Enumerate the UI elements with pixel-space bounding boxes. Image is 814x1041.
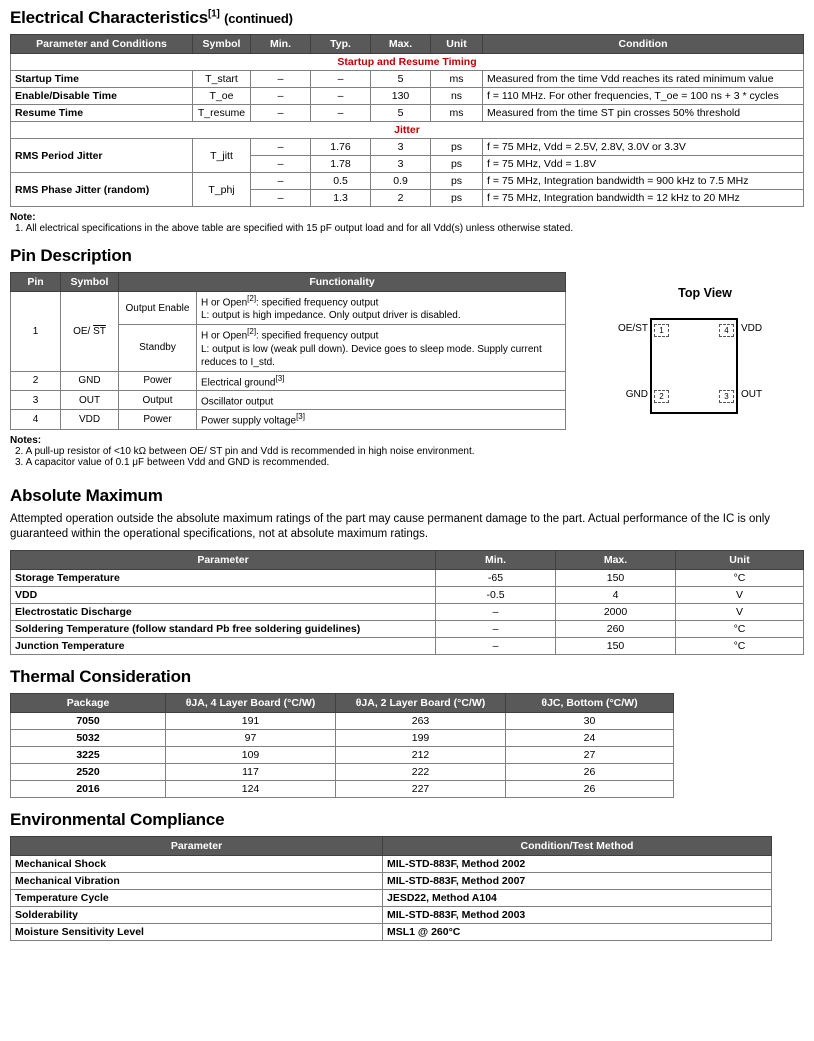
cell-functionality xyxy=(197,292,566,325)
table-row xyxy=(11,620,804,637)
col-condition-test-method: Condition/Test Method xyxy=(383,836,772,855)
func-line1-a: H or Open xyxy=(201,297,248,309)
cell-max: 2000 xyxy=(556,603,676,620)
table-row xyxy=(11,173,804,190)
cell-parameter: RMS Phase Jitter (random) xyxy=(11,173,193,207)
cell-parameter: Storage Temperature xyxy=(11,569,436,586)
cell-typ: 0.5 xyxy=(311,173,371,190)
cell-min: – xyxy=(436,603,556,620)
pad-2: 2 xyxy=(654,390,669,403)
cell-method: MIL-STD-883F, Method 2003 xyxy=(383,906,772,923)
cell-min: – xyxy=(251,71,311,88)
electrical-note-heading: Note: xyxy=(10,212,36,223)
table-header-row xyxy=(11,693,674,712)
symbol-st-overline: $\overline{ST}$ xyxy=(93,325,106,337)
symbol-oe-text: OE/ xyxy=(73,325,94,337)
cell-symbol: VDD xyxy=(61,410,119,429)
cell-unit: V xyxy=(676,603,804,620)
func-line1-b: : specified frequency output xyxy=(256,330,379,342)
col-parameter: Parameter and Conditions xyxy=(11,35,193,54)
cell-unit: ps xyxy=(431,190,483,207)
cell-symbol: T_jitt xyxy=(193,139,251,173)
func-text: Oscillator output xyxy=(201,396,274,408)
electrical-title-footnote: [1] xyxy=(207,8,220,20)
pad-1: 1 xyxy=(654,324,669,337)
cell-mode-standby: Standby xyxy=(119,325,197,371)
cell-ja4: 109 xyxy=(166,746,336,763)
cell-functionality xyxy=(197,390,566,409)
col-package: Package xyxy=(11,693,166,712)
pin-description-table xyxy=(10,272,566,430)
cell-max: 130 xyxy=(371,88,431,105)
cell-symbol: GND xyxy=(61,371,119,390)
col-max: Max. xyxy=(556,550,676,569)
table-row xyxy=(11,780,674,797)
cell-parameter: Mechanical Vibration xyxy=(11,872,383,889)
cell-condition: f = 110 MHz. For other frequencies, T_oe = 100 ns + 3 * cycles xyxy=(483,88,804,105)
cell-typ: 1.3 xyxy=(311,190,371,207)
cell-max: 150 xyxy=(556,569,676,586)
table-row xyxy=(11,889,772,906)
col-unit: Unit xyxy=(431,35,483,54)
cell-package: 3225 xyxy=(11,746,166,763)
pad-label-2: GND xyxy=(625,389,648,400)
cell-jc: 27 xyxy=(506,746,674,763)
table-row xyxy=(11,746,674,763)
cell-functionality xyxy=(197,371,566,390)
pad-label-4: VDD xyxy=(741,323,763,334)
group-label: Startup and Resume Timing xyxy=(11,54,804,71)
cell-parameter: Electrostatic Discharge xyxy=(11,603,436,620)
top-view-diagram xyxy=(566,272,804,422)
col-parameter: Parameter xyxy=(11,836,383,855)
cell-min: – xyxy=(436,637,556,654)
col-condition: Condition xyxy=(483,35,804,54)
cell-unit: V xyxy=(676,586,804,603)
cell-symbol: T_start xyxy=(193,71,251,88)
func-text: Power supply voltage xyxy=(201,415,297,427)
cell-max: 3 xyxy=(371,156,431,173)
cell-package: 7050 xyxy=(11,712,166,729)
func-line2: L: output is high impedance. Only output driver is disabled. xyxy=(201,310,461,322)
cell-typ: – xyxy=(311,88,371,105)
table-row xyxy=(11,906,772,923)
cell-parameter: Moisture Sensitivity Level xyxy=(11,923,383,940)
col-unit: Unit xyxy=(676,550,804,569)
table-header-row xyxy=(11,836,772,855)
cell-min: -65 xyxy=(436,569,556,586)
cell-typ: 1.76 xyxy=(311,139,371,156)
pin-description-section xyxy=(10,272,804,430)
absolute-maximum-table xyxy=(10,550,804,655)
cell-parameter: Solderability xyxy=(11,906,383,923)
func-footnote: [3] xyxy=(296,412,305,422)
table-row xyxy=(11,637,804,654)
cell-max: 260 xyxy=(556,620,676,637)
cell-parameter: Junction Temperature xyxy=(11,637,436,654)
col-typ: Typ. xyxy=(311,35,371,54)
electrical-characteristics-table xyxy=(10,34,804,207)
group-row-startup xyxy=(11,54,804,71)
cell-parameter: Startup Time xyxy=(11,71,193,88)
cell-min: – xyxy=(251,105,311,122)
pad-3: 3 xyxy=(719,390,734,403)
cell-parameter: Resume Time xyxy=(11,105,193,122)
group-row-jitter xyxy=(11,122,804,139)
cell-min: – xyxy=(251,156,311,173)
table-row xyxy=(11,603,804,620)
cell-min: – xyxy=(436,620,556,637)
table-header-row xyxy=(11,35,804,54)
table-row xyxy=(11,729,674,746)
page-title-electrical xyxy=(10,8,804,28)
cell-mode-output-enable: Output Enable xyxy=(119,292,197,325)
table-row xyxy=(11,71,804,88)
page-title-absolute-maximum: Absolute Maximum xyxy=(10,485,163,505)
col-parameter: Parameter xyxy=(11,550,436,569)
electrical-title-text: Electrical Characteristics xyxy=(10,8,208,27)
cell-mode: Output xyxy=(119,390,197,409)
cell-symbol: T_oe xyxy=(193,88,251,105)
cell-max: 3 xyxy=(371,139,431,156)
cell-condition: f = 75 MHz, Integration bandwidth = 900 kHz to 7.5 MHz xyxy=(483,173,804,190)
cell-functionality xyxy=(197,410,566,429)
func-line2: L: output is low (weak pull down). Device goes to sleep mode. Supply current reduces to I_std. xyxy=(201,343,542,368)
cell-condition: f = 75 MHz, Vdd = 1.8V xyxy=(483,156,804,173)
table-row xyxy=(11,569,804,586)
cell-ja4: 191 xyxy=(166,712,336,729)
cell-unit: ns xyxy=(431,88,483,105)
func-line1-footnote: [2] xyxy=(247,327,257,337)
cell-unit: ps xyxy=(431,173,483,190)
cell-package: 2016 xyxy=(11,780,166,797)
cell-method: MIL-STD-883F, Method 2002 xyxy=(383,855,772,872)
cell-max: 0.9 xyxy=(371,173,431,190)
col-symbol: Symbol xyxy=(193,35,251,54)
cell-unit: ps xyxy=(431,156,483,173)
cell-package: 2520 xyxy=(11,763,166,780)
cell-max: 2 xyxy=(371,190,431,207)
cell-ja4: 97 xyxy=(166,729,336,746)
pad-4: 4 xyxy=(719,324,734,337)
cell-parameter: Enable/Disable Time xyxy=(11,88,193,105)
table-row xyxy=(11,872,772,889)
table-row xyxy=(11,586,804,603)
table-header-row xyxy=(11,550,804,569)
top-view-title: Top View xyxy=(678,286,732,300)
cell-mode: Power xyxy=(119,410,197,429)
thermal-consideration-table xyxy=(10,693,674,798)
cell-functionality xyxy=(197,325,566,371)
table-header-row xyxy=(11,273,566,292)
cell-jc: 24 xyxy=(506,729,674,746)
cell-max: 4 xyxy=(556,586,676,603)
cell-symbol xyxy=(61,292,119,372)
cell-min: – xyxy=(251,139,311,156)
cell-jc: 26 xyxy=(506,763,674,780)
col-max: Max. xyxy=(371,35,431,54)
cell-parameter: Soldering Temperature (follow standard Pb free soldering guidelines) xyxy=(11,620,436,637)
cell-unit: °C xyxy=(676,637,804,654)
cell-condition: Measured from the time Vdd reaches its rated minimum value xyxy=(483,71,804,88)
cell-min: – xyxy=(251,88,311,105)
cell-method: JESD22, Method A104 xyxy=(383,889,772,906)
cell-ja4: 117 xyxy=(166,763,336,780)
table-row xyxy=(11,763,674,780)
cell-parameter: RMS Period Jitter xyxy=(11,139,193,173)
cell-package: 5032 xyxy=(11,729,166,746)
table-row xyxy=(11,105,804,122)
cell-mode: Power xyxy=(119,371,197,390)
table-row xyxy=(11,88,804,105)
col-theta-ja-2layer: θJA, 2 Layer Board (°C/W) xyxy=(336,693,506,712)
func-line1-b: : specified frequency output xyxy=(256,297,379,309)
cell-max: 5 xyxy=(371,105,431,122)
cell-parameter: Temperature Cycle xyxy=(11,889,383,906)
col-theta-jc-bottom: θJC, Bottom (°C/W) xyxy=(506,693,674,712)
cell-ja2: 212 xyxy=(336,746,506,763)
func-footnote: [3] xyxy=(275,373,285,383)
electrical-note-1: 1. All electrical specifications in the above table are specified with 15 pF output load and for all Vdd(s) unless otherwise stated. xyxy=(15,223,574,234)
cell-unit: ps xyxy=(431,139,483,156)
cell-jc: 30 xyxy=(506,712,674,729)
col-min: Min. xyxy=(436,550,556,569)
page-title-pin-description: Pin Description xyxy=(10,246,132,265)
cell-ja2: 199 xyxy=(336,729,506,746)
cell-pin: 2 xyxy=(11,371,61,390)
page-title-thermal: Thermal Consideration xyxy=(10,666,191,686)
cell-ja2: 222 xyxy=(336,763,506,780)
cell-typ: 1.78 xyxy=(311,156,371,173)
cell-ja4: 124 xyxy=(166,780,336,797)
cell-unit: °C xyxy=(676,620,804,637)
func-line1-footnote: [2] xyxy=(247,294,257,303)
cell-pin: 4 xyxy=(11,410,61,429)
cell-method: MIL-STD-883F, Method 2007 xyxy=(383,872,772,889)
group-label: Jitter xyxy=(11,122,804,139)
table-row xyxy=(11,292,566,325)
cell-min: -0.5 xyxy=(436,586,556,603)
pin-notes-heading: Notes: xyxy=(10,434,42,446)
col-min: Min. xyxy=(251,35,311,54)
col-symbol: Symbol xyxy=(61,273,119,292)
cell-condition: f = 75 MHz, Vdd = 2.5V, 2.8V, 3.0V or 3.3V xyxy=(483,139,804,156)
cell-min: – xyxy=(251,190,311,207)
cell-ja2: 227 xyxy=(336,780,506,797)
absolute-maximum-intro: Attempted operation outside the absolute maximum ratings of the part may cause permanent damage to the part. Actual performance of the IC is only guaranteed within the operational specifications, not at absolute maximum ratings. xyxy=(10,512,771,541)
cell-max: 150 xyxy=(556,637,676,654)
table-row xyxy=(11,390,566,409)
cell-parameter: Mechanical Shock xyxy=(11,855,383,872)
cell-ja2: 263 xyxy=(336,712,506,729)
pin-note-3: 3. A capacitor value of 0.1 μF between Vdd and GND is recommended. xyxy=(15,456,330,468)
cell-method: MSL1 @ 260°C xyxy=(383,923,772,940)
cell-unit: °C xyxy=(676,569,804,586)
cell-jc: 26 xyxy=(506,780,674,797)
col-theta-ja-4layer: θJA, 4 Layer Board (°C/W) xyxy=(166,693,336,712)
cell-max: 5 xyxy=(371,71,431,88)
cell-condition: f = 75 MHz, Integration bandwidth = 12 kHz to 20 MHz xyxy=(483,190,804,207)
cell-typ: – xyxy=(311,71,371,88)
col-pin: Pin xyxy=(11,273,61,292)
col-functionality: Functionality xyxy=(119,273,566,292)
cell-min: – xyxy=(251,173,311,190)
cell-symbol: OUT xyxy=(61,390,119,409)
table-row xyxy=(11,371,566,390)
cell-parameter: VDD xyxy=(11,586,436,603)
page-title-environmental: Environmental Compliance xyxy=(10,809,225,829)
environmental-compliance-table xyxy=(10,836,772,941)
func-line1-a: H or Open xyxy=(201,330,248,342)
cell-condition: Measured from the time ST pin crosses 50% threshold xyxy=(483,105,804,122)
table-row xyxy=(11,923,772,940)
func-text: Electrical ground xyxy=(201,376,276,388)
electrical-title-continued: (continued) xyxy=(224,11,293,26)
pin-note-2: 2. A pull-up resistor of <10 kΩ between OE/ ST pin and Vdd is recommended in high noise environment. xyxy=(15,445,475,457)
table-row xyxy=(11,410,566,429)
table-row xyxy=(11,712,674,729)
pad-label-1: OE/ST xyxy=(617,323,648,334)
cell-typ: – xyxy=(311,105,371,122)
table-row xyxy=(11,139,804,156)
table-row xyxy=(11,855,772,872)
cell-symbol: T_resume xyxy=(193,105,251,122)
cell-unit: ms xyxy=(431,71,483,88)
cell-pin: 3 xyxy=(11,390,61,409)
pad-label-3: OUT xyxy=(741,389,763,400)
cell-pin: 1 xyxy=(11,292,61,372)
cell-symbol: T_phj xyxy=(193,173,251,207)
cell-unit: ms xyxy=(431,105,483,122)
